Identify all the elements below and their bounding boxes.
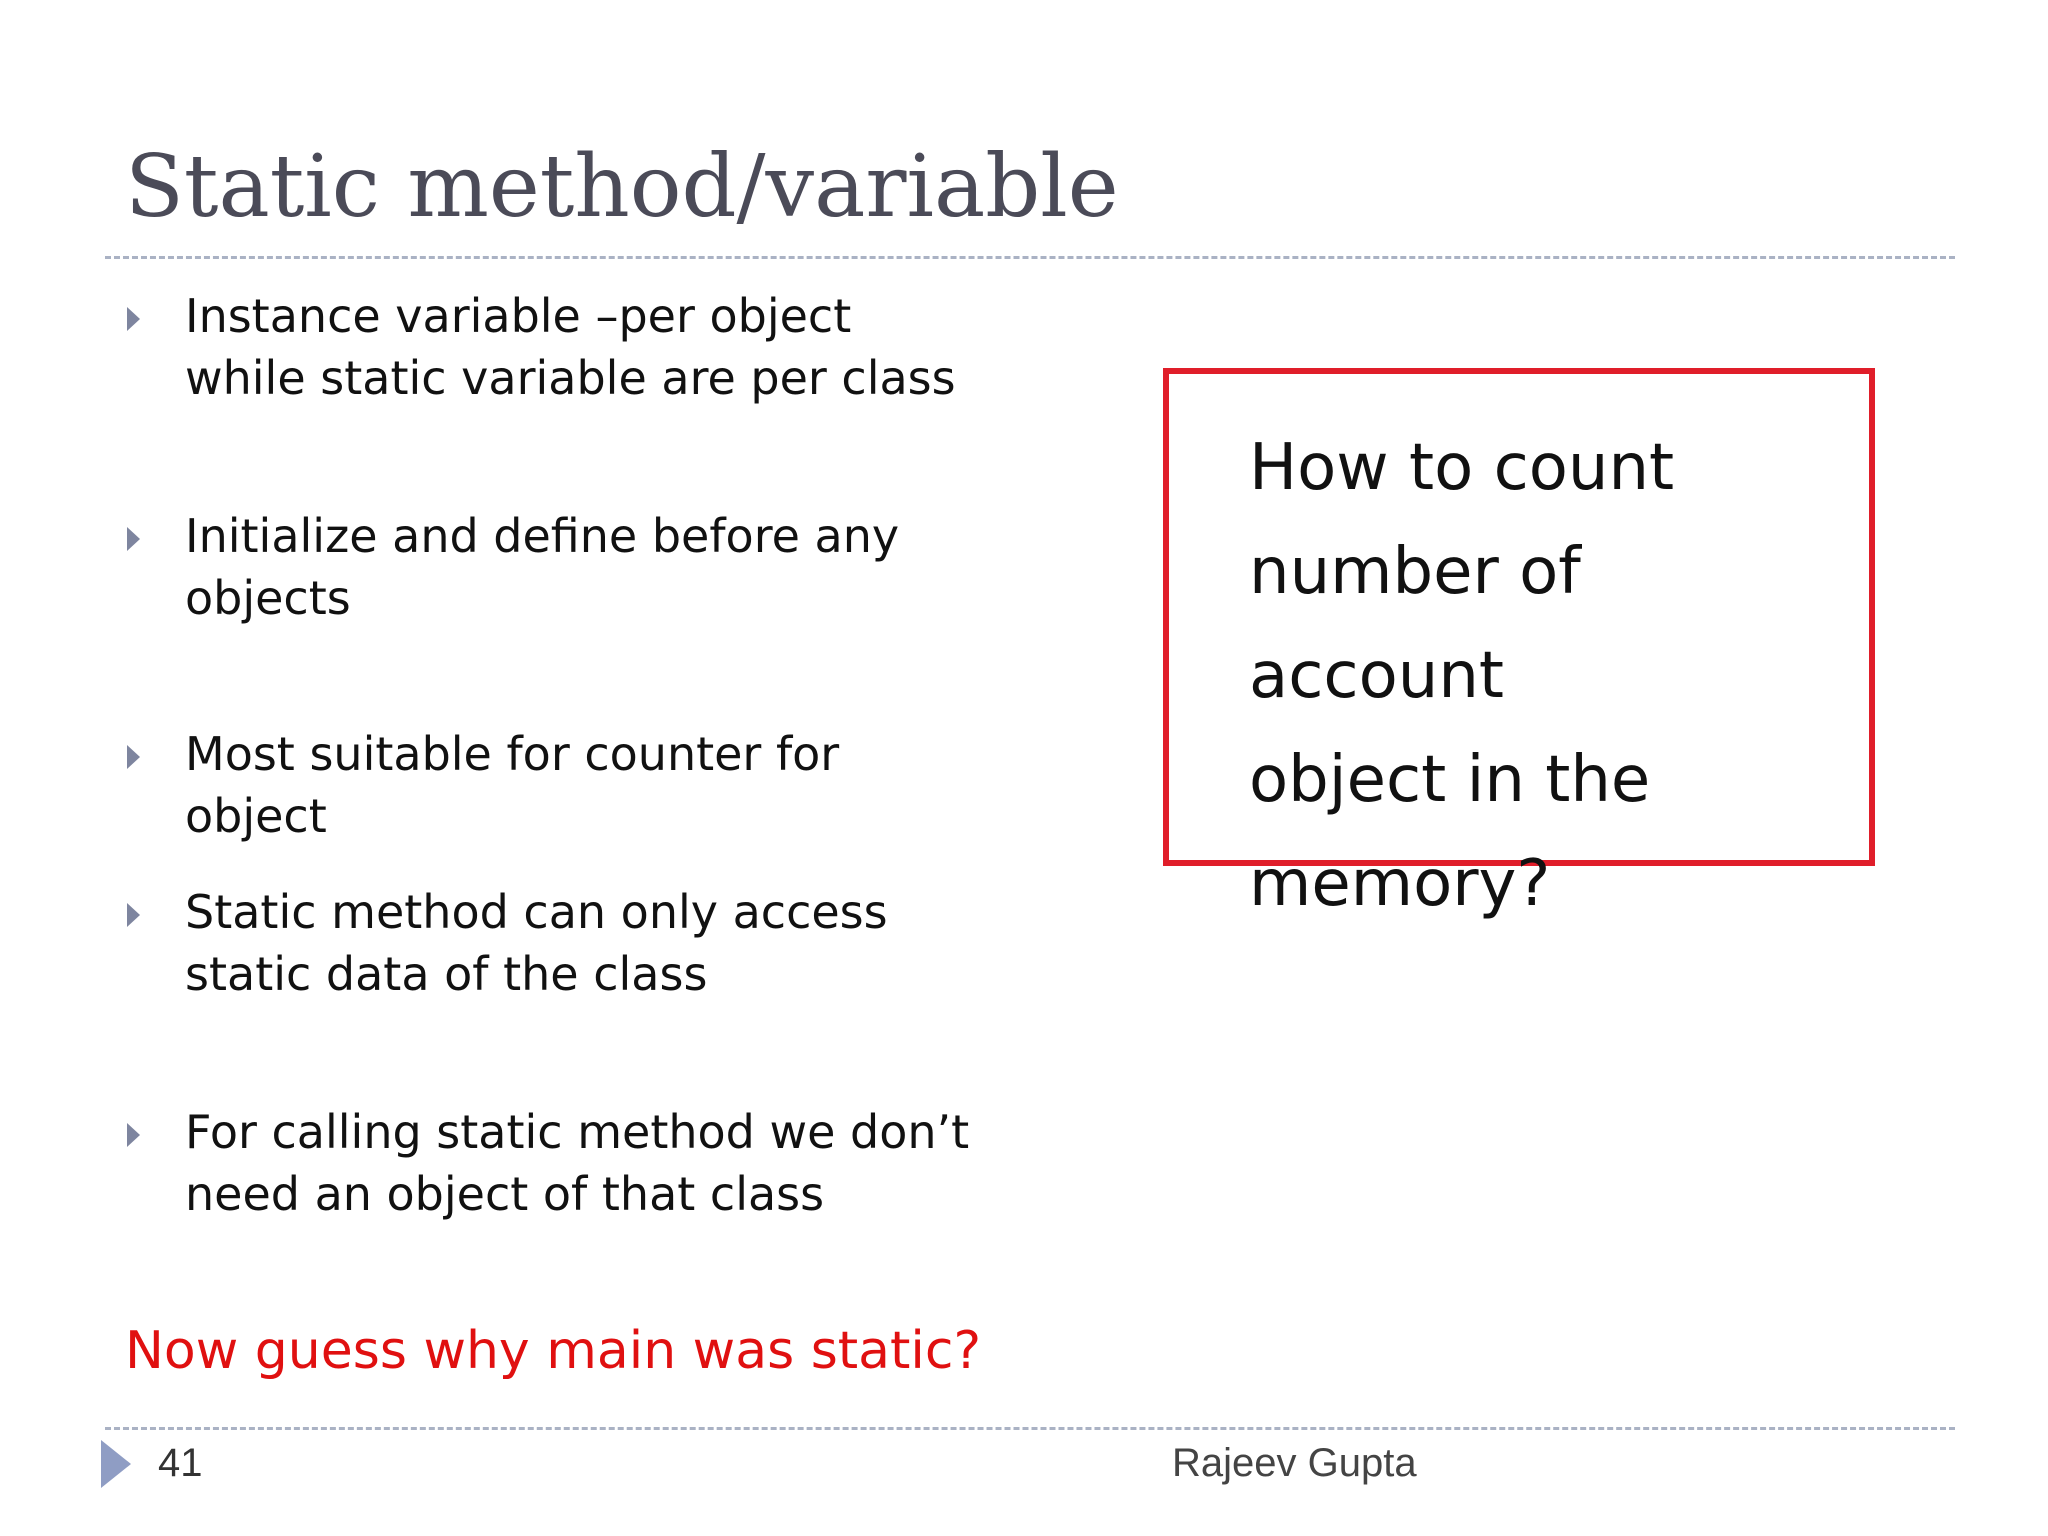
- page-number: 41: [158, 1441, 203, 1485]
- bullet-text: Static method can only access static data of the class: [185, 885, 888, 1001]
- bullet-text: For calling static method we don’t need an object of that class: [185, 1105, 970, 1221]
- bullet-text: Initialize and define before any objects: [185, 509, 900, 625]
- closing-question: Now guess why main was static?: [125, 1321, 982, 1381]
- callout-text: How to count number of account object in the memory?: [1249, 431, 1675, 921]
- callout-box: [1163, 368, 1875, 921]
- triangle-bullet-icon: [127, 745, 140, 769]
- bullet-text: Instance variable –per object while static variable are per class: [185, 289, 956, 405]
- triangle-bullet-icon: [127, 903, 140, 927]
- bullet-text: Most suitable for counter for object: [185, 727, 840, 843]
- triangle-bullet-icon: [127, 527, 140, 551]
- triangle-bullet-icon: [127, 1123, 140, 1147]
- author-name: Rajeev Gupta: [1172, 1441, 1417, 1485]
- title-divider: [105, 256, 1955, 259]
- play-triangle-icon: [101, 1440, 131, 1488]
- slide-title: Static method/variable: [125, 137, 1119, 237]
- triangle-bullet-icon: [127, 307, 140, 331]
- footer-divider: [105, 1427, 1955, 1430]
